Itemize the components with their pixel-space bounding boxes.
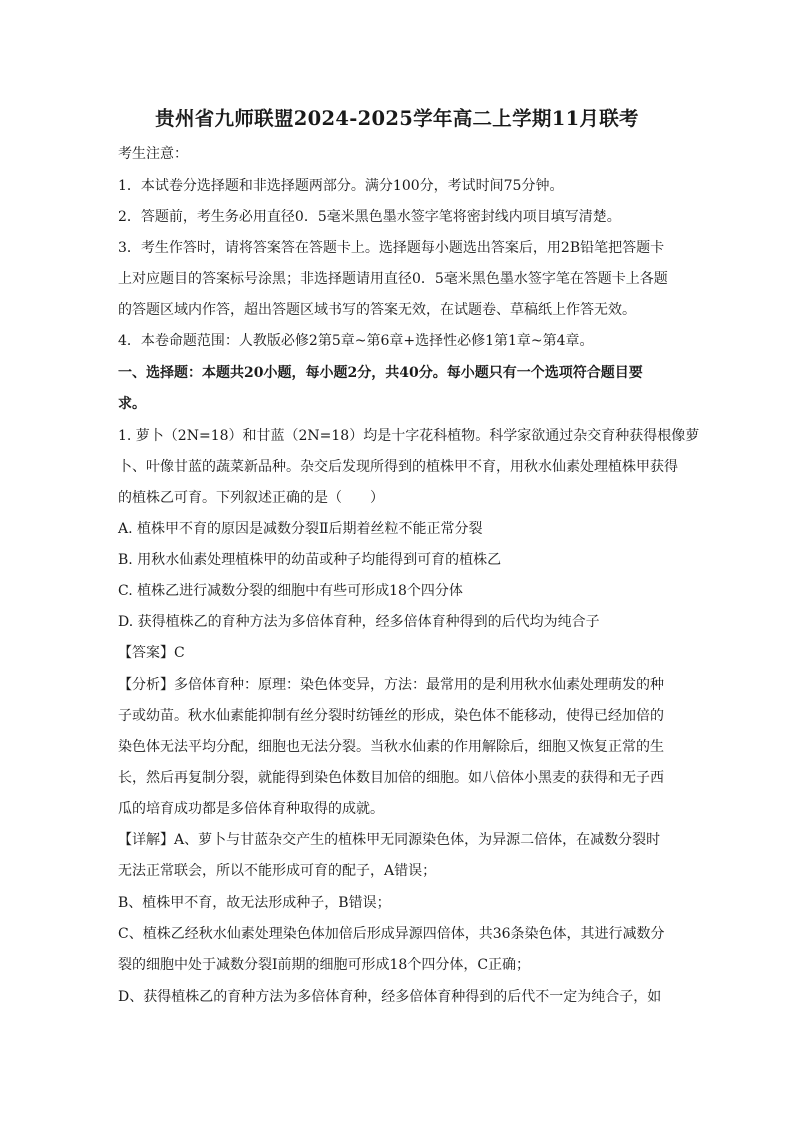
analysis-line-1: 【分析】多倍体育种：原理：染色体变异，方法：最常用的是利用秋水仙素处理萌发的种 <box>118 677 664 693</box>
option-c: C. 植株乙进行减数分裂的细胞中有些可形成18个四分体 <box>118 583 463 599</box>
detail-line-1: 【详解】A、萝卜与甘蓝杂交产生的植株甲无同源染色体，为异源二倍体，在减数分裂时 <box>118 832 661 848</box>
option-a: A. 植株甲不育的原因是减数分裂Ⅱ后期着丝粒不能正常分裂 <box>118 521 483 537</box>
question-1-stem-cont-1: 卜、叶像甘蓝的蔬菜新品种。杂交后发现所得到的植株甲不育，用秋水仙素处理植株甲获得 <box>118 459 678 475</box>
detail-line-2: 无法正常联会，所以不能形成可育的配子，A错误； <box>118 863 437 879</box>
notice-line-3-cont-2: 的答题区域内作答，超出答题区域书写的答案无效，在试题卷、草稿纸上作答无效。 <box>118 302 636 318</box>
analysis-line-3: 染色体无法平均分配，细胞也无法分裂。当秋水仙素的作用解除后，细胞又恢复正常的生 <box>118 739 664 755</box>
detail-line-6: D、获得植株乙的育种方法为多倍体育种，经多倍体育种得到的后代不一定为纯合子，如 <box>118 989 662 1005</box>
question-1-stem: 1. 萝卜（2N=18）和甘蓝（2N=18）均是十字花科植物。科学家欲通过杂交育种获得根像萝 <box>118 428 700 444</box>
answer-line: 【答案】C <box>118 645 185 661</box>
notice-heading: 考生注意： <box>118 146 188 162</box>
notice-line-2: 2．答题前，考生务必用直径0．5毫米黑色墨水签字笔将密封线内项目填写清楚。 <box>118 209 621 225</box>
notice-line-1: 1．本试卷分选择题和非选择题两部分。满分100分，考试时间75分钟。 <box>118 178 564 194</box>
analysis-line-5: 瓜的培育成功都是多倍体育种取得的成就。 <box>118 801 384 817</box>
detail-line-5: 裂的细胞中处于减数分裂Ⅰ前期的细胞可形成18个四分体，C正确； <box>118 957 531 973</box>
detail-line-3: B、植株甲不育，故无法形成种子，B错误； <box>118 895 391 911</box>
analysis-line-2: 子或幼苗。秋水仙素能抑制有丝分裂时纺锤丝的形成，染色体不能移动，使得已经加倍的 <box>118 708 664 724</box>
page-title: 贵州省九师联盟2024-2025学年高二上学期11月联考 <box>155 107 639 130</box>
notice-line-3-cont-1: 上对应题目的答案标号涂黑；非选择题请用直径0．5毫米黑色墨水签字笔在答题卡上各题 <box>118 271 668 287</box>
analysis-line-4: 长，然后再复制分裂，就能得到染色体数目加倍的细胞。如八倍体小黑麦的获得和无子西 <box>118 770 664 786</box>
detail-line-4: C、植株乙经秋水仙素处理染色体加倍后形成异源四倍体，共36条染色体，其进行减数分 <box>118 926 665 942</box>
notice-line-4: 4．本卷命题范围：人教版必修2第5章~第6章+选择性必修1第1章~第4章。 <box>118 333 594 349</box>
option-b: B. 用秋水仙素处理植株甲的幼苗或种子均能得到可育的植株乙 <box>118 552 502 568</box>
question-1-stem-cont-2: 的植株乙可育。下列叙述正确的是（ ） <box>118 490 384 506</box>
option-d: D. 获得植株乙的育种方法为多倍体育种，经多倍体育种得到的后代均为纯合子 <box>118 614 600 630</box>
section-heading: 一、选择题：本题共20小题，每小题2分，共40分。每小题只有一个选项符合题目要 <box>118 365 643 381</box>
section-heading-cont: 求。 <box>118 396 146 412</box>
notice-line-3: 3．考生作答时，请将答案答在答题卡上。选择题每小题选出答案后，用2B铅笔把答题卡 <box>118 240 665 256</box>
